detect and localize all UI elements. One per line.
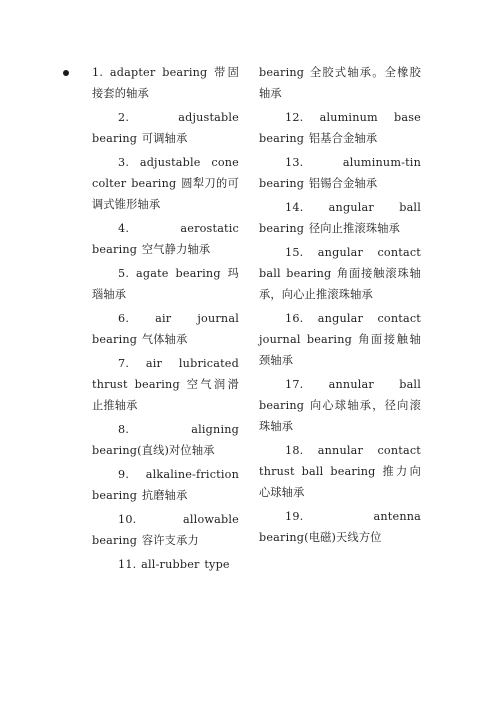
entry: 1. adapter bearing 带固接套的轴承 xyxy=(92,66,239,100)
entry: 4. aerostatic bearing 空气静力轴承 xyxy=(92,222,239,256)
entry: 10. allowable bearing 容许支承力 xyxy=(92,513,239,547)
entry: 19. antenna bearing(电磁)天线方位 xyxy=(259,510,421,544)
entry: 3. adjustable cone colter bearing 圆犁刀的可调式锥形轴承 xyxy=(92,156,239,211)
entry: 9. alkaline-friction bearing 抗磨轴承 xyxy=(92,468,239,502)
right-column xyxy=(259,62,421,551)
entry: 2. adjustable bearing 可调轴承 xyxy=(92,111,239,145)
entry: 8. aligning bearing(直线)对位轴承 xyxy=(92,423,239,457)
entry: 11. all-rubber type xyxy=(118,558,230,571)
bullet-icon xyxy=(63,70,69,76)
entry: 7. air lubricated thrust bearing 空气润滑止推轴承 xyxy=(92,357,239,412)
entry: 13. aluminum-tin bearing 铝锡合金轴承 xyxy=(259,156,421,190)
entry: 16. angular contact journal bearing 角面接触轴颈轴承 xyxy=(259,312,421,367)
entry: 12. aluminum base bearing 铝基合金轴承 xyxy=(259,111,421,145)
entry: 6. air journal bearing 气体轴承 xyxy=(92,312,239,346)
entry: 18. annular contact thrust ball bearing 推力向心球轴承 xyxy=(259,444,421,499)
entry: 15. angular contact ball bearing 角面接触滚珠轴承，向心止推滚珠轴承 xyxy=(259,246,421,301)
entry: 5. agate bearing 玛瑙轴承 xyxy=(92,267,239,301)
left-column xyxy=(92,62,239,578)
entry: 17. annular ball bearing 向心球轴承，径向滚珠轴承 xyxy=(259,378,421,433)
entry: 14. angular ball bearing 径向止推滚珠轴承 xyxy=(259,201,421,235)
entry: bearing 全胶式轴承。全橡胶轴承 xyxy=(259,66,421,100)
